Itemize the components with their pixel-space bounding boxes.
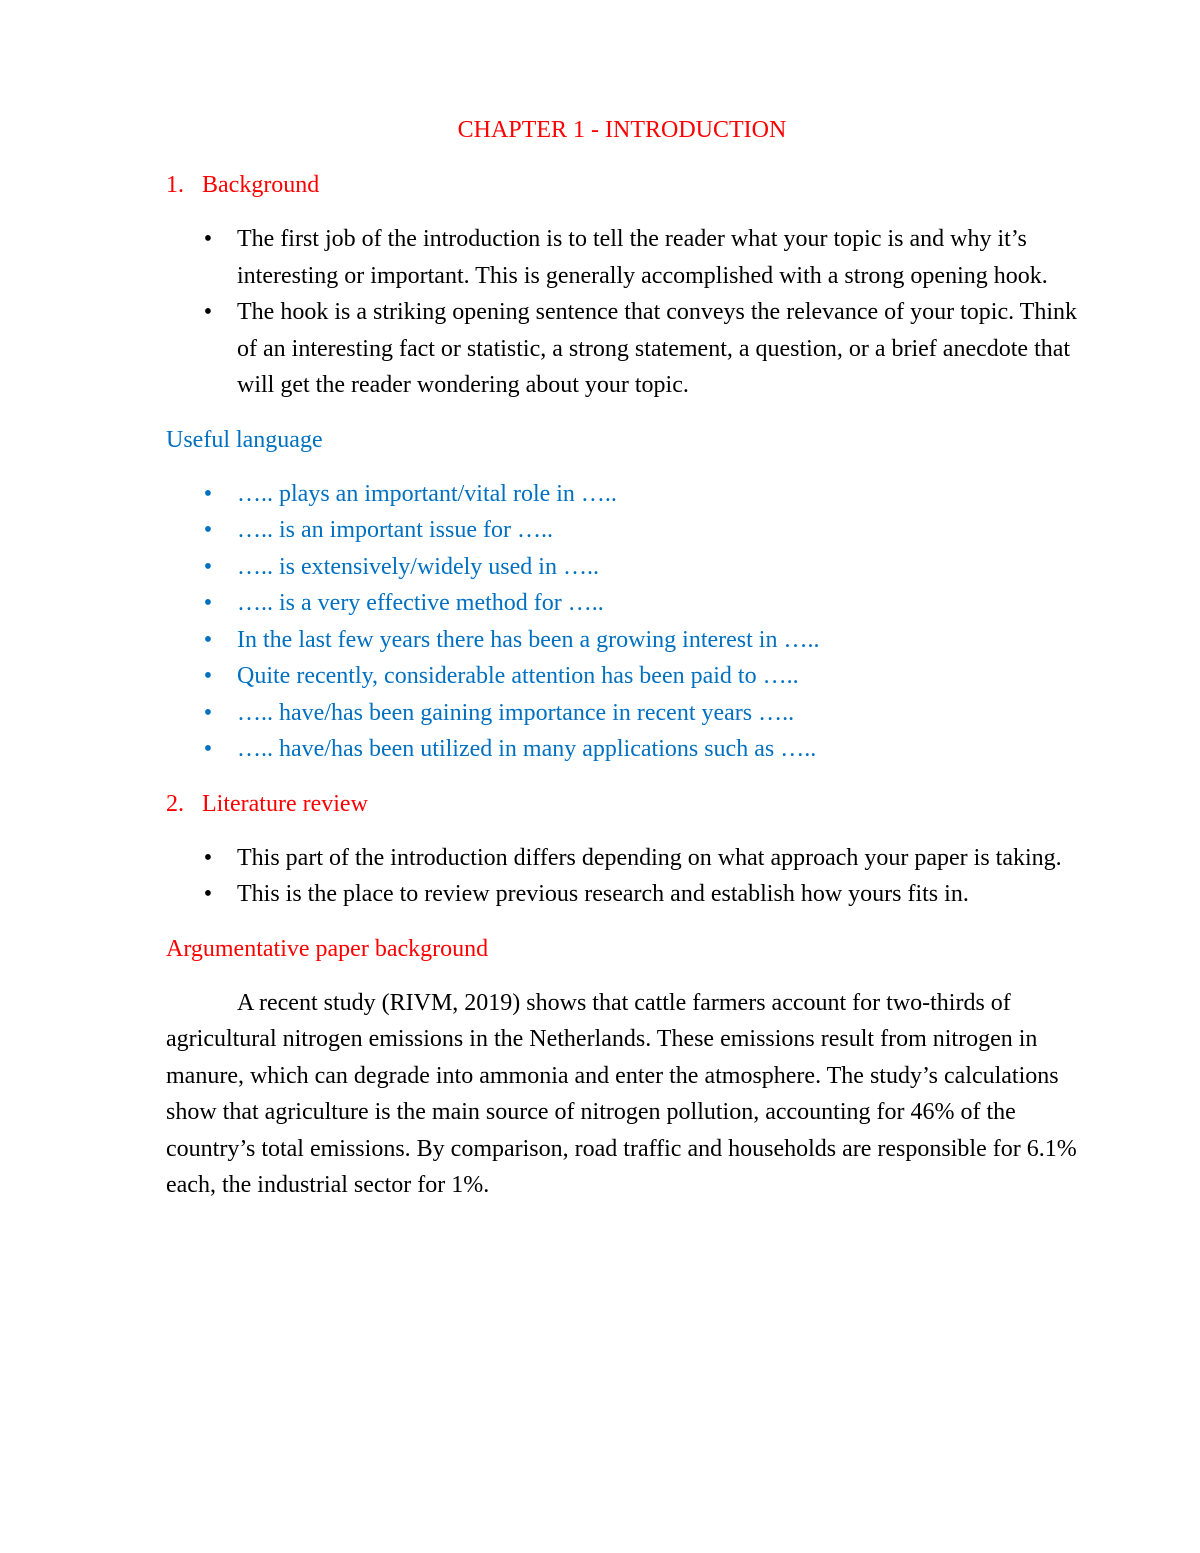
list-item	[166, 622, 1078, 659]
section-heading-background	[166, 167, 1078, 203]
list-item	[166, 840, 1078, 877]
list-item	[166, 549, 1078, 586]
list-item	[166, 585, 1078, 622]
literature-review-bullet-list	[166, 840, 1078, 913]
list-item-text: ….. is a very effective method for …..	[237, 590, 604, 616]
background-bullet-list	[166, 221, 1078, 404]
list-item	[166, 876, 1078, 913]
section-title: Literature review	[202, 790, 368, 817]
bullet-icon: •	[203, 299, 213, 325]
useful-language-list	[166, 476, 1078, 768]
list-item-text: ….. is an important issue for …..	[237, 517, 553, 543]
section-number: 2.	[166, 790, 184, 817]
useful-language-heading: Useful language	[166, 426, 323, 453]
bullet-icon: •	[203, 844, 213, 871]
list-item-text: The first job of the introduction is to tell the reader what your topic is and why it’s interesting or important. This is generally accomplished with a strong opening hook.	[237, 226, 1048, 289]
bullet-icon: •	[203, 226, 213, 252]
list-item-text: ….. plays an important/vital role in …..	[237, 480, 617, 507]
list-item	[166, 512, 1078, 549]
list-item-text: Quite recently, considerable attention has been paid to …..	[237, 663, 799, 689]
list-item	[166, 658, 1078, 695]
argumentative-paragraph: A recent study (RIVM, 2019) shows that cattle farmers account for two-thirds of agricultural nitrogen emissions in the Netherlands. These emissions result from nitrogen in manure, which can degrade into ammonia and enter the atmosphere. The study’s calculations show that agriculture is the main source of nitrogen pollution, accounting for 46% of the country’s total emissions. By comparison, road traffic and households are responsible for 6.1% each, the industrial sector for 1%.	[166, 989, 1077, 1198]
bullet-icon: •	[203, 663, 213, 689]
section-number: 1.	[166, 172, 184, 198]
list-item-text: This part of the introduction differs depending on what approach your paper is taking.	[237, 844, 1062, 871]
list-item	[166, 731, 1078, 768]
bullet-icon: •	[203, 626, 213, 653]
bullet-icon: •	[203, 517, 213, 543]
document-content	[166, 112, 1078, 1204]
section-title: Background	[202, 172, 320, 198]
list-item-text: ….. is extensively/widely used in …..	[237, 553, 599, 580]
bullet-icon: •	[203, 699, 213, 726]
list-item	[166, 695, 1078, 732]
chapter-title: CHAPTER 1 - INTRODUCTION	[457, 117, 787, 143]
argumentative-heading: Argumentative paper background	[166, 935, 489, 962]
list-item	[166, 294, 1078, 404]
list-item-text: In the last few years there has been a growing interest in …..	[237, 626, 820, 653]
list-item-text: ….. have/has been utilized in many applications such as …..	[237, 736, 817, 762]
list-item	[166, 476, 1078, 513]
list-item	[166, 221, 1078, 294]
section-heading-literature-review	[166, 786, 1078, 822]
bullet-icon: •	[203, 590, 213, 616]
bullet-icon: •	[203, 480, 213, 507]
list-item-text: ….. have/has been gaining importance in recent years …..	[237, 699, 795, 726]
list-item-text: The hook is a striking opening sentence that conveys the relevance of your topic. Think of an interesting fact or statistic, a strong statement, a question, or a brief anecdote that will get the reader wondering about your topic.	[237, 299, 1077, 398]
bullet-icon: •	[203, 736, 213, 762]
list-item-text: This is the place to review previous research and establish how yours fits in.	[237, 881, 969, 907]
bullet-icon: •	[203, 881, 213, 907]
bullet-icon: •	[203, 553, 213, 580]
